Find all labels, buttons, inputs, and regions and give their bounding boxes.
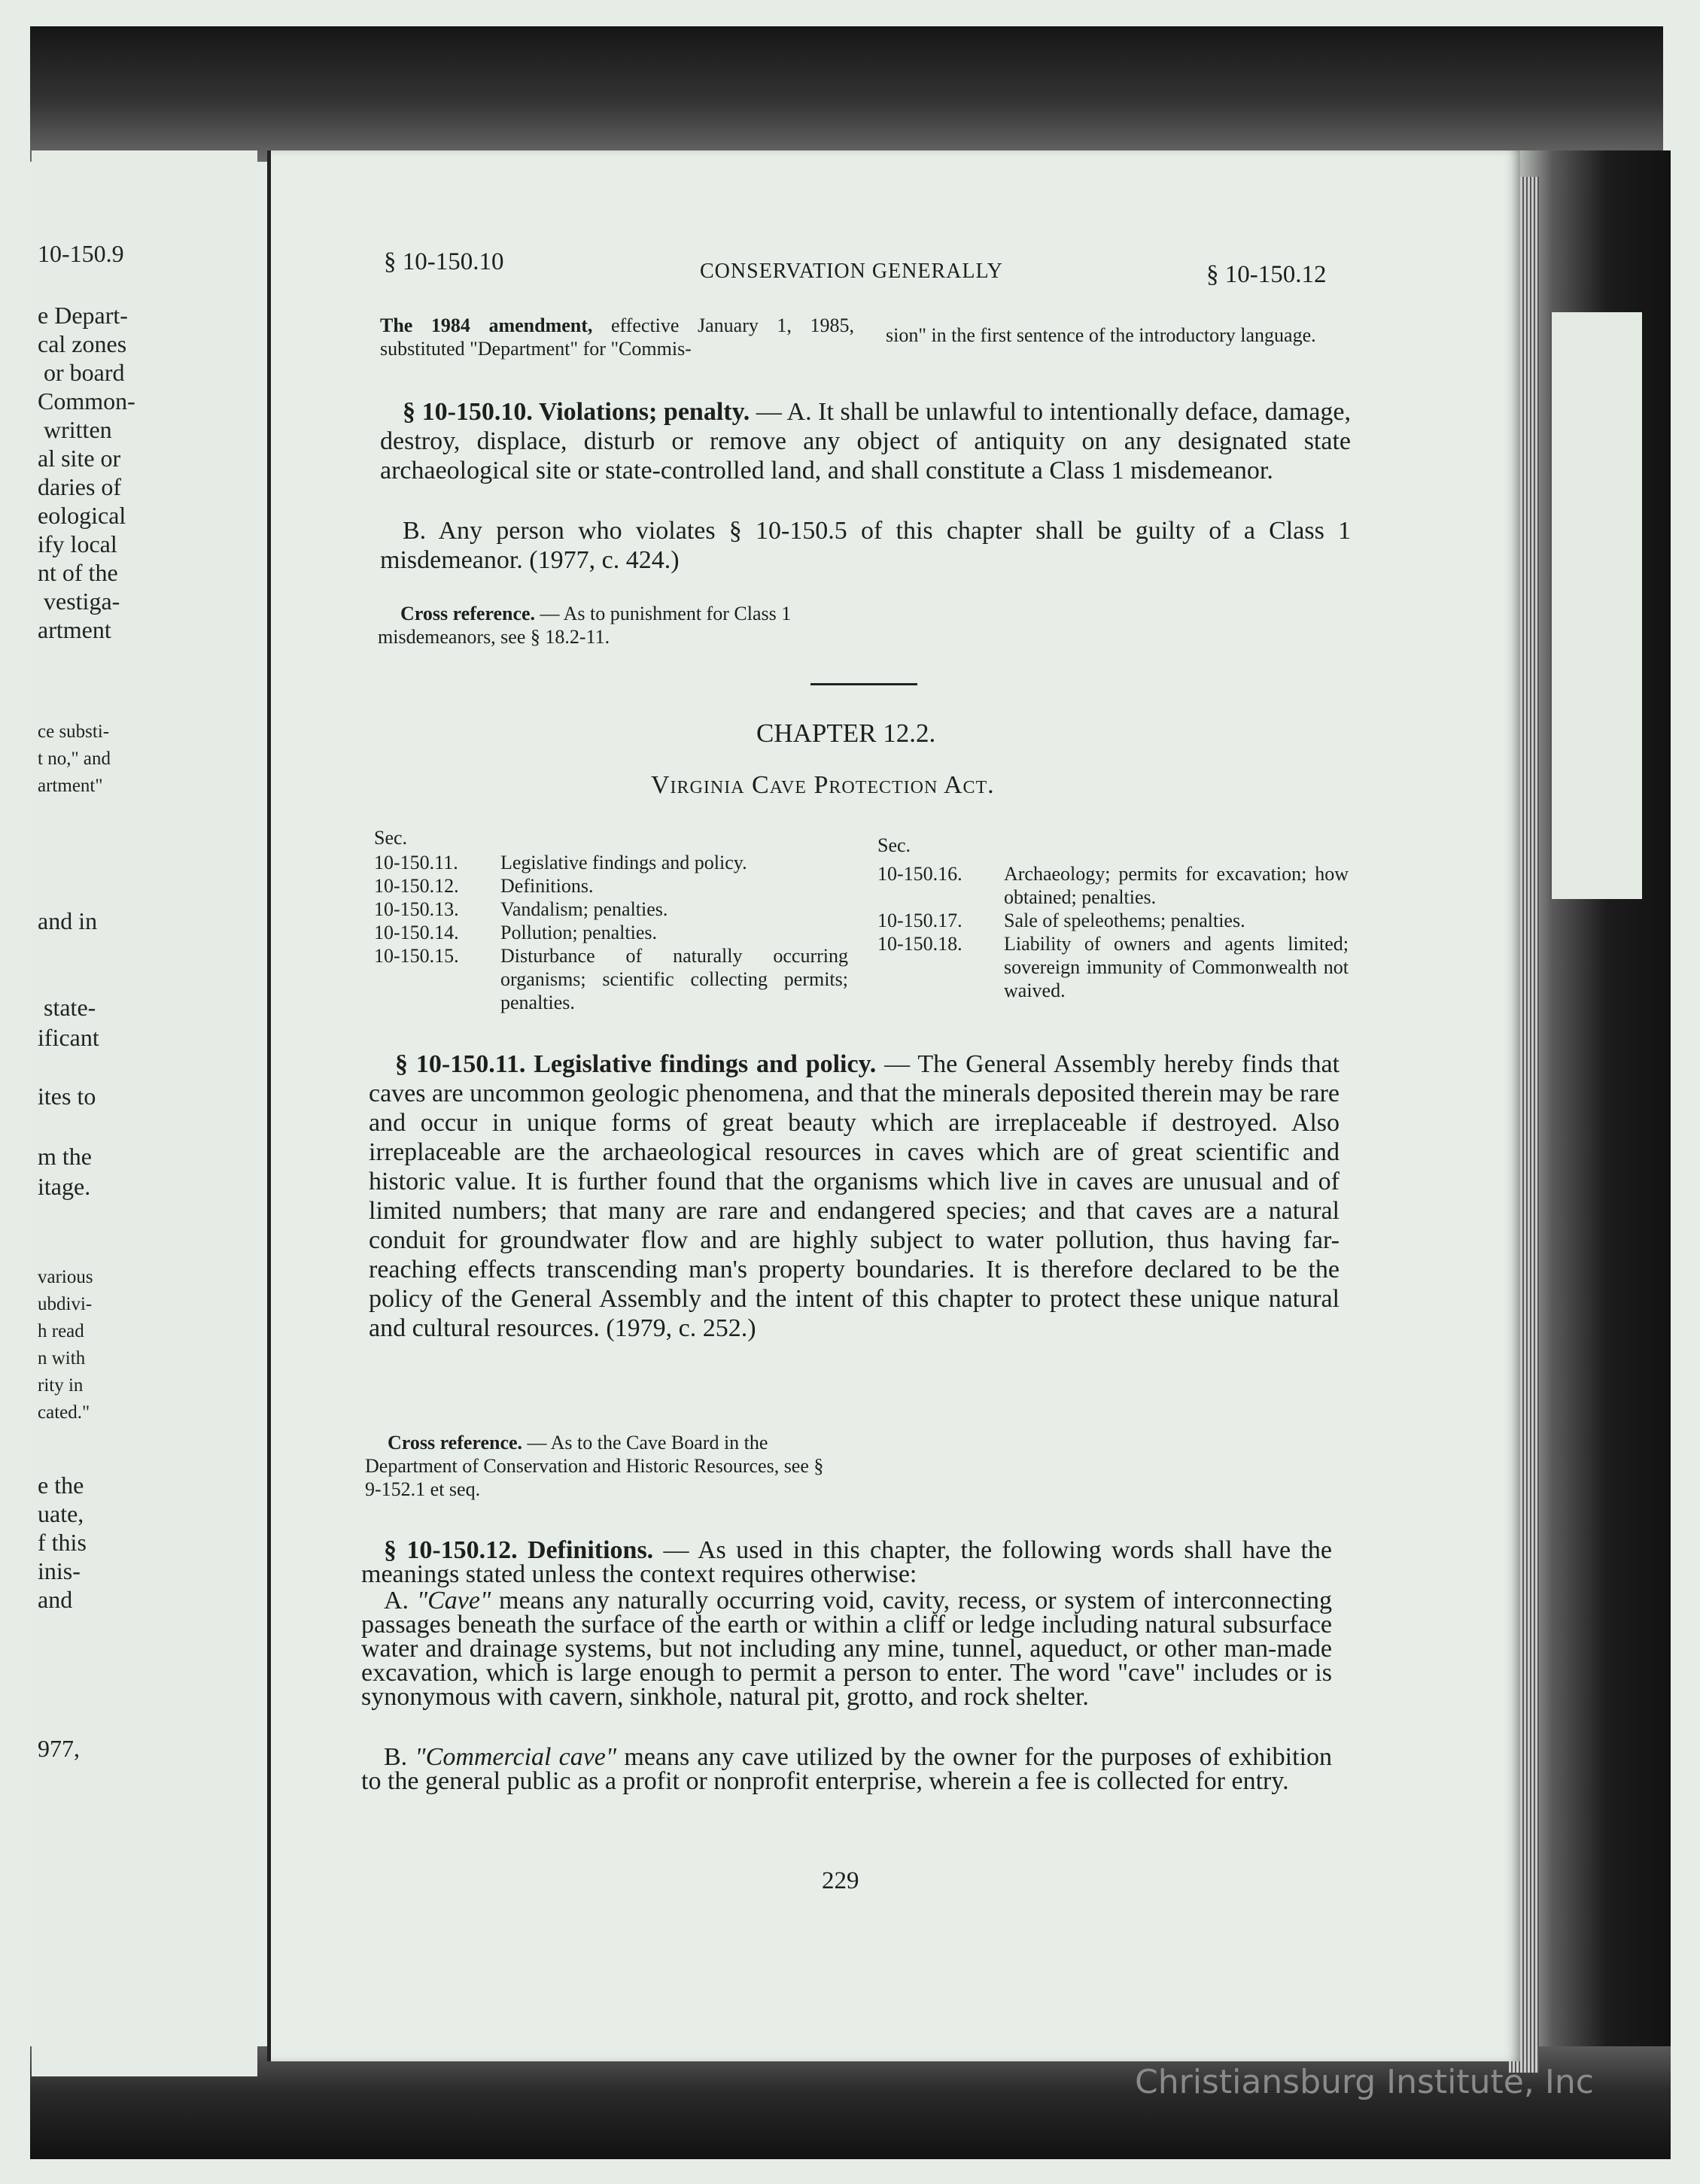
toc-left-column (374, 851, 848, 1014)
left-strip-line: itage. (38, 1173, 91, 1200)
left-strip-line: artment" (38, 776, 103, 796)
toc-entry-title: Archaeology; permits for excavation; how obtained; penalties. (1004, 863, 1349, 908)
toc-sec-label-right: Sec. (877, 834, 911, 856)
left-strip-line: ce substi- (38, 721, 110, 742)
toc-entry-title: Liability of owners and agents limited; sovereign immunity of Commonwealth not waived. (1004, 933, 1349, 1001)
definition-cave (361, 1589, 1332, 1709)
left-strip-line: t no," and (38, 749, 111, 769)
left-strip-line: eological (38, 502, 126, 529)
left-strip-line: 977, (38, 1735, 80, 1762)
toc-entry (374, 944, 848, 1014)
toc-entry (877, 909, 1349, 932)
left-strip-line: Common- (38, 387, 135, 415)
cross-reference-1 (378, 602, 852, 649)
scan-shadow-top (30, 26, 1663, 162)
chapter-title: Virginia Cave Protection Act. (651, 771, 995, 799)
left-strip-line: al site or (38, 445, 121, 472)
left-strip-line: vestiga- (38, 588, 120, 615)
definition-a-text: means any naturally occurring void, cavity, recess, or system of interconnecting passages beneath the surface of the earth or within a cliff or ledge including natural subsurface water and drainage systems, but not including any mine, tunnel, aqueduct, or other man-made excavation, which is large enough to permit a person to enter. The word "cave" includes or is synonymous with cavern, sinkhole, natural pit, grotto, and rock shelter. (361, 1587, 1333, 1711)
section-divider-rule (810, 683, 917, 685)
left-strip-line: state- (38, 994, 96, 1021)
left-strip-line: ites to (38, 1083, 96, 1110)
toc-entry (374, 898, 848, 921)
toc-entry (374, 921, 848, 944)
left-strip-line: e Depart- (38, 302, 128, 329)
watermark: Christiansburg Institute, Inc (1135, 2063, 1594, 2101)
toc-entry (374, 851, 848, 874)
left-strip-line: cal zones (38, 330, 127, 357)
cross-reference-2-lead: Cross reference. (388, 1432, 523, 1453)
left-strip-line: and (38, 1586, 73, 1613)
left-strip-line: e the (38, 1472, 84, 1499)
left-strip-line: uate, (38, 1500, 84, 1527)
left-strip-line: 10-150.9 (38, 240, 124, 267)
toc-entry (374, 874, 848, 898)
toc-right-column (877, 862, 1349, 1002)
definition-b-term: "Commercial cave" (415, 1743, 617, 1771)
toc-entry-number: 10-150.11. (374, 852, 458, 873)
definition-b-label: B. (384, 1743, 408, 1771)
amendment-note-left-text: effective January 1, 1985, substituted "Department" for "Commis- (380, 314, 855, 360)
section-10-150-10-para-b: B. Any person who violates § 10-150.5 of this chapter shall be guilty of a Class 1 misdemeanor. (1977, c. 424.) (380, 517, 1351, 574)
toc-entry (877, 862, 1349, 909)
cross-reference-2-text: — As to the Cave Board in the Department of Conservation and Historic Resources, see § 9-152.1 et seq. (365, 1432, 824, 1500)
protruding-paper-tab (1550, 312, 1642, 899)
page-number: 229 (822, 1867, 859, 1894)
definition-b-text: means any cave utilized by the owner for the purposes of exhibition to the general public as a profit or nonprofit enterprise, wherein a fee is collected for entry. (361, 1743, 1333, 1795)
left-strip-line: rity in (38, 1375, 84, 1396)
toc-entry-title: Definitions. (500, 875, 594, 897)
left-strip-line: n with (38, 1348, 86, 1368)
toc-entry-number: 10-150.18. (877, 933, 963, 955)
toc-entry-title: Sale of speleothems; penalties. (1004, 910, 1245, 931)
section-10-150-12-intro (361, 1536, 1333, 1588)
left-strip-line: h read (38, 1321, 84, 1341)
cross-reference-2 (365, 1431, 839, 1501)
left-strip-line: written (38, 416, 112, 443)
section-10-150-11-text: — The General Assembly hereby finds that caves are uncommon geologic phenomena, and that the minerals deposited therein may be rare and occur in unique forms of great beauty which are irreplaceable if destroyed. Also irreplaceable are the archaeological resources in caves which are of great scientific and historic value. It is further found that the organisms which live in caves are unusual and of limited numbers; that many are rare and endangered species; and that caves are a natural conduit for groundwater flow and are highly subject to water pollution, thus having far-reaching effects transcending man's property boundaries. It is therefore declared to be the policy of the General Assembly and the intent of this chapter to protect these unique natural and cultural resources. (1979, c. 252.) (369, 1050, 1340, 1342)
toc-entry-number: 10-150.16. (877, 863, 963, 885)
section-10-150-10-heading: § 10-150.10. Violations; penalty. (403, 398, 750, 426)
toc-entry-number: 10-150.14. (374, 922, 459, 943)
left-strip-line: cated." (38, 1402, 90, 1423)
toc-entry-title: Vandalism; penalties. (500, 898, 668, 920)
section-10-150-10-para-a (380, 397, 1351, 485)
left-strip-line: inis- (38, 1557, 81, 1584)
toc-entry (877, 932, 1349, 1002)
definition-a-term: "Cave" (416, 1587, 491, 1614)
amendment-note-lead: The 1984 amendment, (380, 314, 593, 336)
chapter-number: CHAPTER 12.2. (756, 718, 936, 748)
toc-entry-number: 10-150.13. (374, 898, 459, 920)
header-left-section: § 10-150.10 (384, 248, 504, 275)
section-10-150-11-heading: § 10-150.11. Legislative findings and policy. (395, 1050, 877, 1078)
left-strip-line: or board (38, 359, 125, 386)
header-running-title: CONSERVATION GENERALLY (700, 260, 1003, 283)
left-strip-line: daries of (38, 473, 122, 500)
left-strip-line: artment (38, 616, 111, 643)
amendment-note-right: sion" in the first sentence of the introductory language. (886, 324, 1316, 346)
section-10-150-10-text-a: — A. It shall be unlawful to intentionally deface, damage, destroy, displace, disturb or remove any object of antiquity on any designated state archaeological site or state-controlled land, and shall constitute a Class 1 misdemeanor. (380, 398, 1351, 484)
amendment-note-left (380, 314, 854, 360)
toc-entry-title: Pollution; penalties. (500, 922, 657, 943)
toc-entry-title: Legislative findings and policy. (500, 852, 747, 873)
section-10-150-12-heading: § 10-150.12. Definitions. (384, 1536, 654, 1564)
definition-commercial-cave (361, 1745, 1332, 1794)
toc-entry-title: Disturbance of naturally occurring organisms; scientific collecting permits; penalties. (500, 945, 848, 1013)
left-strip-line: m the (38, 1143, 92, 1170)
section-10-150-12-intro-text: — As used in this chapter, the following words shall have the meanings stated unless the context requires otherwise: (361, 1536, 1333, 1588)
toc-entry-number: 10-150.17. (877, 910, 963, 931)
left-strip-line: ubdivi- (38, 1294, 93, 1314)
left-strip-line: ificant (38, 1024, 99, 1051)
definition-a-label: A. (384, 1587, 409, 1614)
toc-entry-number: 10-150.15. (374, 945, 459, 967)
section-10-150-11-para (369, 1049, 1340, 1343)
header-right-section: § 10-150.12 (1206, 261, 1327, 288)
toc-entry-number: 10-150.12. (374, 875, 459, 897)
left-strip-line: f this (38, 1529, 87, 1556)
left-strip-line: and in (38, 907, 98, 934)
cross-reference-1-text: — As to punishment for Class 1 misdemeanors, see § 18.2-11. (378, 603, 792, 648)
previous-page-strip (32, 150, 257, 2076)
left-strip-line: nt of the (38, 559, 118, 586)
cross-reference-1-lead: Cross reference. (400, 603, 536, 624)
toc-sec-label-left: Sec. (374, 827, 408, 849)
left-strip-line: ify local (38, 530, 117, 557)
left-strip-line: various (38, 1267, 93, 1287)
